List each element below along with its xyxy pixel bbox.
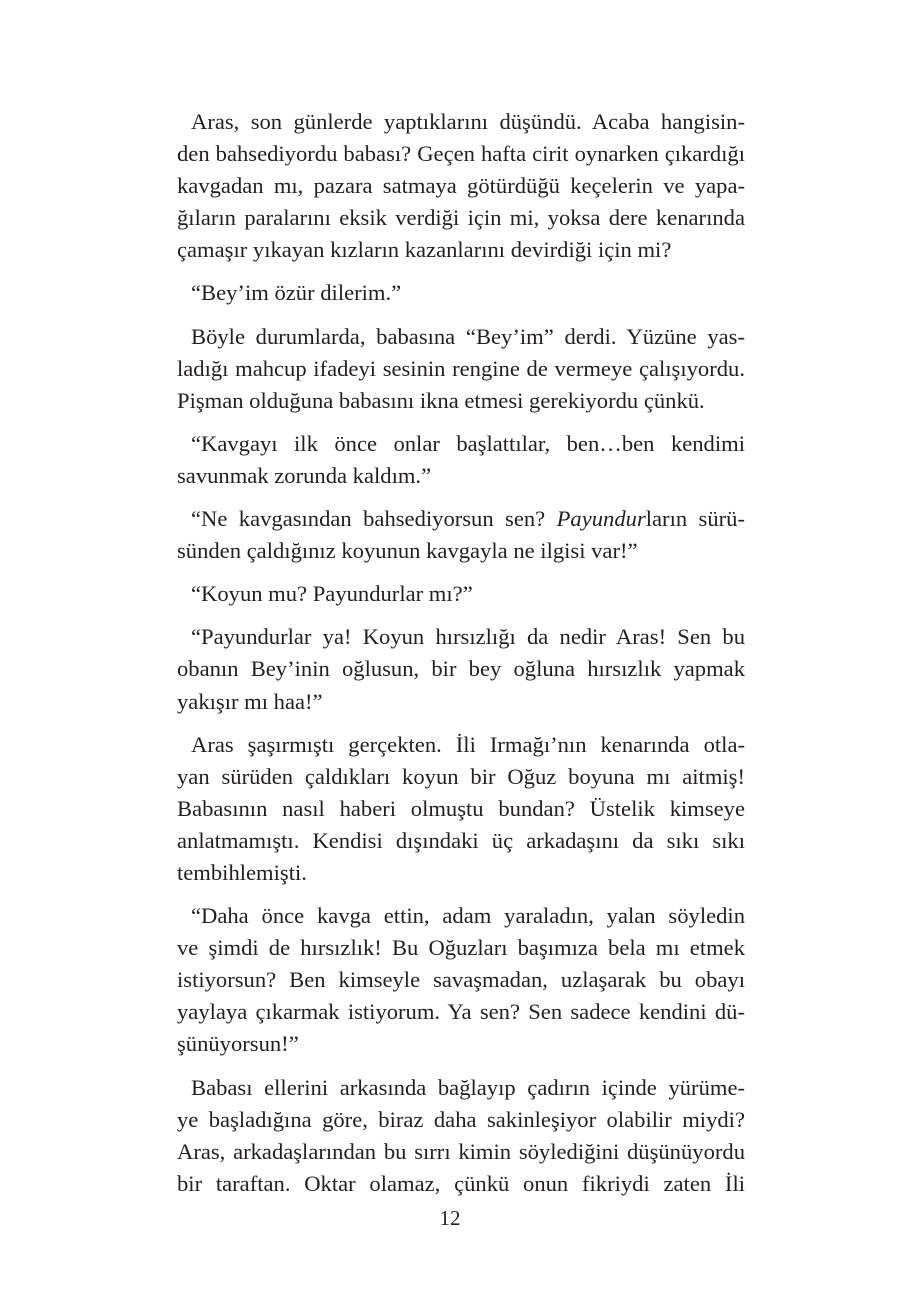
text-line: Babasının nasıl haberi olmuştu bundan? Üstelik kimseye xyxy=(177,795,745,821)
body-text xyxy=(163,106,745,1211)
text-line: yaylaya çıkarmak istiyorum. Ya sen? Sen sadece kendini dü- xyxy=(177,999,745,1025)
text-line: obanın Bey’inin oğlusun, bir bey oğluna hırsızlık yapmak xyxy=(177,656,745,682)
paragraph xyxy=(163,106,745,266)
text-line: sünden çaldığınız koyunun kavgayla ne ilgisi var!” xyxy=(177,538,638,564)
text-line: Böyle durumlarda, babasına “Bey’im” derdi. Yüzüne yas- xyxy=(191,323,745,349)
text-line: çamaşır yıkayan kızların kazanlarını devirdiği için mi? xyxy=(177,237,672,263)
paragraph xyxy=(163,900,745,1060)
paragraph xyxy=(163,277,745,309)
text-line: tembihlemişti. xyxy=(177,859,307,885)
text-line: “Bey’im özür dilerim.” xyxy=(191,280,402,306)
paragraph xyxy=(163,578,745,610)
text-line: den bahsediyordu babası? Geçen hafta cirit oynarken çıkardığı xyxy=(177,141,745,167)
text-line: “Kavgayı ilk önce onlar başlattılar, ben…ben kendimi xyxy=(191,430,745,456)
text-line: savunmak zorunda kaldım.” xyxy=(177,462,432,488)
text-line: ve şimdi de hırsızlık! Bu Oğuzları başımıza bela mı etmek xyxy=(177,935,745,961)
text-line: Aras şaşırmıştı gerçekten. İli Irmağı’nın kenarında otla- xyxy=(191,731,745,757)
text-line: anlatmamıştı. Kendisi dışındaki üç arkadaşını da sıkı sıkı xyxy=(177,827,745,853)
paragraph xyxy=(163,428,745,492)
text-line: “Ne kavgasından bahsediyorsun sen? Payundurların sürü- xyxy=(191,506,745,532)
text-line: yan sürüden çaldıkları koyun bir Oğuz boyuna mı aitmiş! xyxy=(177,763,745,789)
text-line: Aras, son günlerde yaptıklarını düşündü. Acaba hangisin- xyxy=(191,109,745,134)
text-line: Babası ellerini arkasında bağlayıp çadırın içinde yürüme- xyxy=(191,1074,745,1100)
paragraph xyxy=(163,321,745,417)
text-line: ye başladığına göre, biraz daha sakinleşiyor olabilir miydi? xyxy=(177,1106,745,1132)
text-line: Aras, arkadaşlarından bu sırrı kimin söylediğini düşünüyordu xyxy=(177,1138,745,1164)
text-line: istiyorsun? Ben kimseyle savaşmadan, uzlaşarak bu obayı xyxy=(177,967,745,993)
page-number: 12 xyxy=(439,1206,461,1230)
text-line: yakışır mı haa!” xyxy=(177,688,323,714)
text-line: “Daha önce kavga ettin, adam yaraladın, yalan söyledin xyxy=(191,903,745,929)
paragraph xyxy=(163,1072,745,1200)
text-line: “Koyun mu? Payundurlar mı?” xyxy=(191,581,473,607)
paragraph xyxy=(163,729,745,889)
italic-term: Payundur xyxy=(556,506,646,532)
paragraph xyxy=(163,621,745,717)
text-line: ğıların paralarını eksik verdiği için mi, yoksa dere kenarında xyxy=(177,205,745,231)
text-line: “Payundurlar ya! Koyun hırsızlığı da nedir Aras! Sen bu xyxy=(191,624,745,650)
text-line: ladığı mahcup ifadeyi sesinin rengine de vermeye çalışıyordu. xyxy=(177,355,745,381)
text-line: Pişman olduğuna babasını ikna etmesi gerekiyordu çünkü. xyxy=(177,387,705,413)
paragraph xyxy=(163,503,745,567)
text-line: bir taraftan. Oktar olamaz, çünkü onun fikriydi zaten İli xyxy=(177,1170,745,1196)
text-line: kavgadan mı, pazara satmaya götürdüğü keçelerin ve yapa- xyxy=(177,173,745,199)
text-line: şünüyorsun!” xyxy=(177,1031,299,1057)
